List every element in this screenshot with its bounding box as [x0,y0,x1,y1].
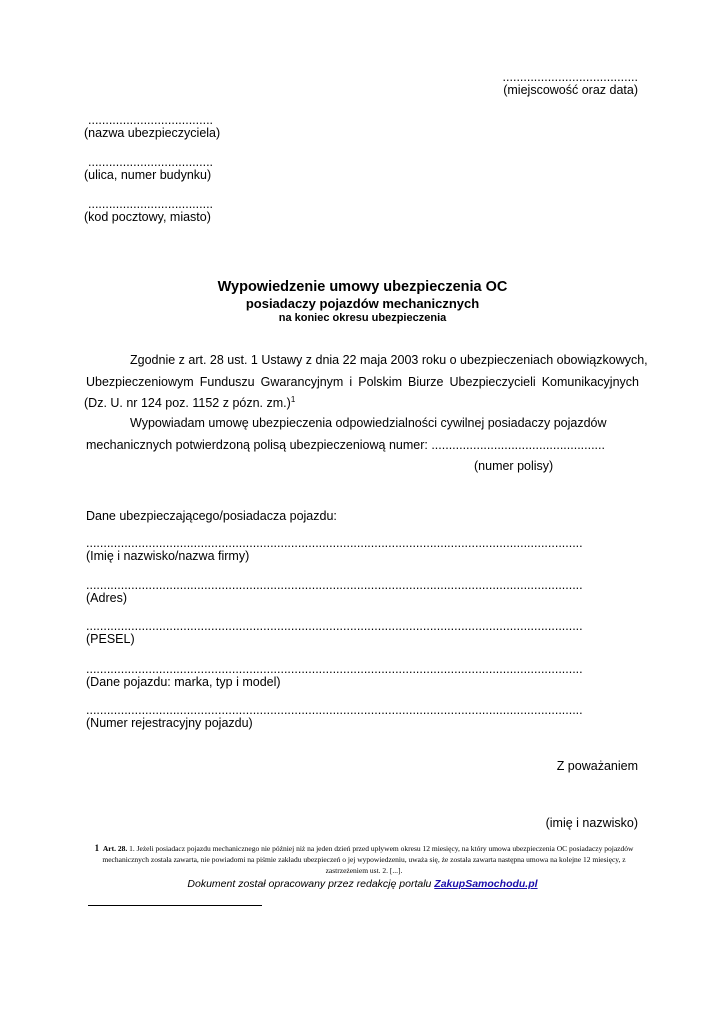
holder-registration-label: (Numer rejestracyjny pojazdu) [86,716,253,730]
body-line-1: Zgodnie z art. 28 ust. 1 Ustawy z dnia 22 maja 2003 roku o ubezpieczeniach obowiązkowych, [130,353,648,367]
place-date-label: (miejscowość oraz data) [503,83,638,97]
footnote-ref: 1 [290,394,296,404]
document-subtitle: posiadaczy pojazdów mechanicznych [245,296,480,311]
document-subtitle-term: na koniec okresu ubezpieczenia [278,312,447,324]
holder-pesel-dots: ............................................................................................................................................... [86,619,583,633]
footnote-article: Art. 28. [102,844,128,853]
body-line-5: mechanicznych potwierdzoną polisą ubezpieczeniową numer: .................................................. [86,438,605,452]
holder-pesel-label: (PESEL) [86,632,135,646]
holder-address-dots: ............................................................................................................................................... [86,578,583,592]
insurer-name-label: (nazwa ubezpieczyciela) [84,126,221,140]
signature-label: (imię i nazwisko) [545,816,638,830]
portal-link[interactable]: ZakupSamochodu.pl [434,878,538,890]
credit-line [0,878,725,890]
document-title: Wypowiedzenie umowy ubezpieczenia OC [217,279,508,295]
policy-number-label: (numer polisy) [474,459,554,473]
footnote-divider [88,905,262,906]
body-line-3 [84,396,295,410]
holder-vehicle-dots: ............................................................................................................................................... [86,662,583,676]
insurer-street-label: (ulica, numer budynku) [84,168,212,182]
law-reference: (Dz. U. nr 124 poz. 1152 z pózn. zm.) [84,396,291,410]
regards: Z poważaniem [556,759,638,773]
holder-registration-dots: ............................................................................................................................................... [86,703,583,717]
insurer-street-dots: .................................... [88,155,214,169]
holder-address-label: (Adres) [86,591,127,605]
insurer-city-dots: .................................... [88,197,214,211]
place-date-dots: ....................................... [502,70,638,84]
holder-name-label: (Imię i nazwisko/nazwa firmy) [86,549,250,563]
holder-heading: Dane ubezpieczającego/posiadacza pojazdu: [86,509,337,523]
holder-vehicle-label: (Dane pojazdu: marka, typ i model) [86,675,281,689]
insurer-city-label: (kod pocztowy, miasto) [84,210,211,224]
body-line-4: Wypowiadam umowę ubezpieczenia odpowiedzialności cywilnej posiadaczy pojazdów [130,416,607,430]
footnote-number: 1 [94,843,100,853]
footnote-text: 1. Jeżeli posiadacz pojazdu mechanicznego nie później niż na jeden dzień przed upływem okresu 12 miesięcy, na który umowa ubezpieczenia OC posiadaczy pojazdów mechanicznych została zawarta, nie powiadomi na piśmie zakładu ubezpieczeń o jej wypowiedzeniu, uważa się, że została zawarta następna umowa na kolejne 12 miesięcy, z zastrzeżeniem ust. 2. [...]. [102,844,634,875]
footnote [86,843,642,876]
holder-name-dots: ............................................................................................................................................... [86,536,583,550]
insurer-name-dots: .................................... [88,113,214,127]
body-line-2: Ubezpieczeniowym Funduszu Gwarancyjnym i Polskim Biurze Ubezpieczycieli Komunikacyjnych [86,375,639,389]
credit-text: Dokument został opracowany przez redakcję portalu [187,878,435,890]
